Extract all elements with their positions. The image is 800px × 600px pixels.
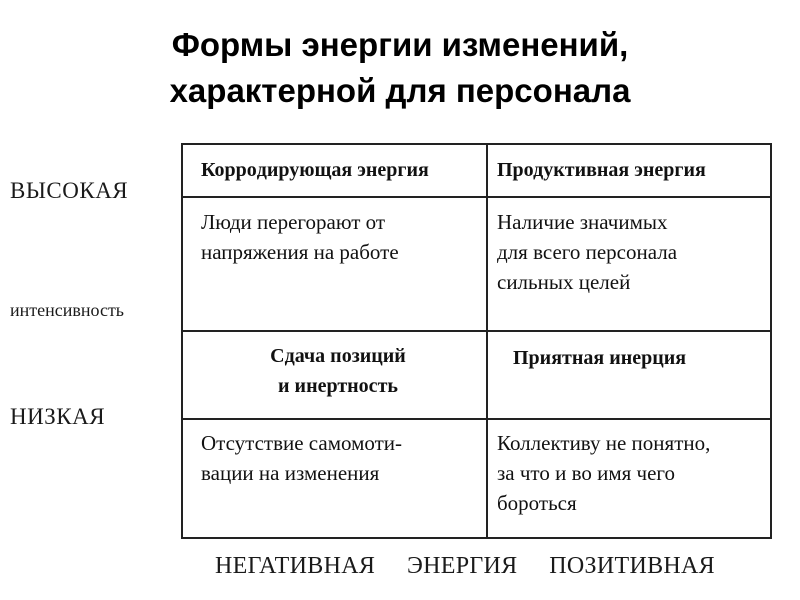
comfortable-inertia-heading: Приятная инерция [513,347,687,369]
heading-line: Сдача позиций [270,345,406,367]
surrender-inertness-description [201,428,402,488]
description-line: Наличие значимых [497,210,668,234]
title-line-2: характерной для персонала [169,72,631,109]
productive-energy-description [497,207,677,297]
heading-line: и инертность [278,375,398,397]
description-line: для всего персонала [497,240,678,264]
corroding-energy-description [201,207,399,267]
description-line: сильных целей [497,270,631,294]
surrender-inertness-heading [213,341,463,401]
description-line: Люди перегорают от [201,210,386,234]
description-line: бороться [497,491,577,515]
y-axis-intensity-label: интенсивность [10,300,125,320]
description-line: Отсутствие самомоти- [201,431,403,455]
x-axis-positive-label: ПОЗИТИВНАЯ [549,553,715,579]
x-axis-negative-label: НЕГАТИВНАЯ [215,553,376,579]
y-axis-low-label: НИЗКАЯ [10,404,106,429]
page-title [0,22,800,114]
title-line-1: Формы энергии изменений, [171,26,629,63]
corroding-energy-heading: Коррoдирующая энергия [201,159,429,181]
description-line: за что и во имя чего [497,461,675,485]
comfortable-inertia-description [497,428,710,518]
matrix-divider-3 [183,418,770,420]
x-axis-labels [215,553,715,580]
energy-matrix [181,143,772,539]
y-axis-high-label: ВЫСОКАЯ [10,178,129,203]
description-line: Коллективу не понятно, [497,431,711,455]
matrix-vertical-divider [486,145,488,537]
description-line: вации на изменения [201,461,380,485]
description-line: напряжения на работе [201,240,399,264]
x-axis-energy-label: ЭНЕРГИЯ [406,553,518,579]
matrix-divider-1 [183,196,770,198]
productive-energy-heading: Продуктивная энергия [497,159,706,181]
matrix-divider-2 [183,330,770,332]
